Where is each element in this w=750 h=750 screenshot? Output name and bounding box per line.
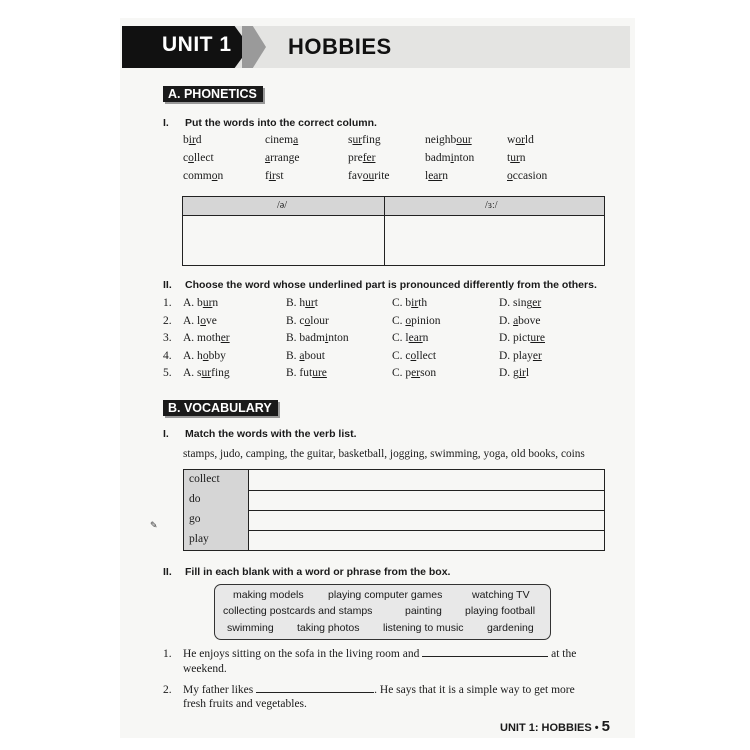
column-schwa: /ə/ [277,200,287,211]
word-box [214,584,551,640]
answer-option[interactable]: B. about [286,349,325,362]
answer-option[interactable]: A. hobby [183,349,226,362]
phonetics-word: badminton [425,152,475,164]
answer-option[interactable]: C. birth [392,297,428,309]
phonetics-word: neighbour [425,134,472,146]
word-list: stamps, judo, camping, the guitar, basketball, jogging, swimming, yoga, old books, coins [183,448,585,460]
verb-answer-cell[interactable] [249,530,604,550]
answer-option[interactable]: A. love [183,314,217,327]
a-ex2-instruction: II. Choose the word whose underlined part is pronounced differently from the others. [163,279,597,291]
verb-answer-cell[interactable] [249,470,604,490]
answer-option[interactable]: A. burn [183,297,219,309]
answer-option[interactable]: B. future [286,367,327,379]
phonetics-word: cinema [265,134,299,146]
verb-text: go [189,513,201,525]
answer-option[interactable]: B. badminton [286,332,349,344]
verb-label [184,530,249,550]
answer-option[interactable]: D. girl [499,367,530,379]
answer-option[interactable]: D. player [499,349,542,362]
phonetics-word: collect [183,152,214,164]
phonetics-word: bird [183,134,202,146]
verb-row [184,530,604,550]
phonetics-word: prefer [348,152,376,164]
phonetics-word: first [265,170,284,182]
answer-option[interactable]: C. opinion [392,314,441,327]
box-word: listening to music [383,622,464,634]
verb-text: collect [189,473,220,485]
box-word: playing computer games [328,589,443,601]
answer-blank[interactable] [422,646,548,657]
answer-option[interactable]: C. collect [392,349,437,362]
answer-blank[interactable] [256,682,374,693]
phonetics-word: turn [507,152,526,164]
phonetics-word: arrange [265,152,300,164]
page-mark: ✎ [150,520,158,530]
verb-text: do [189,493,201,505]
box-word: gardening [487,622,534,634]
a-ex1-instruction: I. Put the words into the correct column. [163,117,377,129]
sentence-1-cont: weekend. [183,663,227,675]
answer-option[interactable]: A. surfing [183,367,230,379]
unit-title: HOBBIES [288,34,392,59]
verb-row [184,490,604,511]
b-ex2-instruction: II. Fill in each blank with a word or phrase from the box. [163,566,451,578]
phonetics-word: surfing [348,134,381,146]
verb-match-table [183,469,605,551]
box-word: swimming [227,622,274,634]
phonetics-word: favourite [348,170,390,182]
sentence-2: 2. My father likes . He says that it is a simple way to get more [163,684,575,696]
verb-text: play [189,533,209,545]
answer-option[interactable]: A. mother [183,332,230,344]
phonetics-table [182,196,605,266]
answer-option[interactable]: D. picture [499,332,545,344]
verb-row [184,470,604,491]
phonetics-word: learn [425,170,448,182]
question-number: 2. [163,314,172,327]
column-er: /ɜː/ [485,200,498,211]
phonetics-table-divider [384,197,385,265]
phonetics-table-header [183,197,604,216]
verb-label [184,470,249,490]
page-footer [500,718,610,735]
question-number: 5. [163,367,172,379]
box-word: watching TV [472,589,530,601]
question-number: 3. [163,332,172,344]
phonetics-word: occasion [507,170,548,182]
page-number: 5 [601,718,610,735]
box-word: making models [233,589,304,601]
box-word: painting [405,605,442,617]
question-number: 4. [163,349,172,362]
footer-label: UNIT 1: HOBBIES • [500,722,599,734]
unit-label: UNIT 1 [162,33,232,56]
section-b-title: B. VOCABULARY [163,400,278,416]
answer-option[interactable]: B. colour [286,314,329,327]
answer-option[interactable]: B. hurt [286,297,318,309]
phonetics-word: world [507,134,534,146]
sentence-2-cont: fresh fruits and vegetables. [183,698,307,710]
answer-option[interactable]: D. singer [499,297,542,309]
phonetics-word: common [183,170,224,182]
verb-label [184,490,249,510]
answer-option[interactable]: C. person [392,367,437,379]
box-word: playing football [465,605,536,617]
b-ex1-instruction: I. Match the words with the verb list. [163,428,357,440]
answer-option[interactable]: C. learn [392,332,429,344]
question-number: 1. [163,297,172,309]
sentence-1: 1. He enjoys sitting on the sofa in the living room and at the [163,648,577,660]
verb-row [184,510,604,531]
verb-answer-cell[interactable] [249,510,604,530]
answer-option[interactable]: D. above [499,314,541,327]
box-word: taking photos [297,622,360,634]
verb-answer-cell[interactable] [249,490,604,510]
box-word: collecting postcards and stamps [223,605,373,617]
section-a-title: A. PHONETICS [163,86,263,102]
verb-label [184,510,249,530]
